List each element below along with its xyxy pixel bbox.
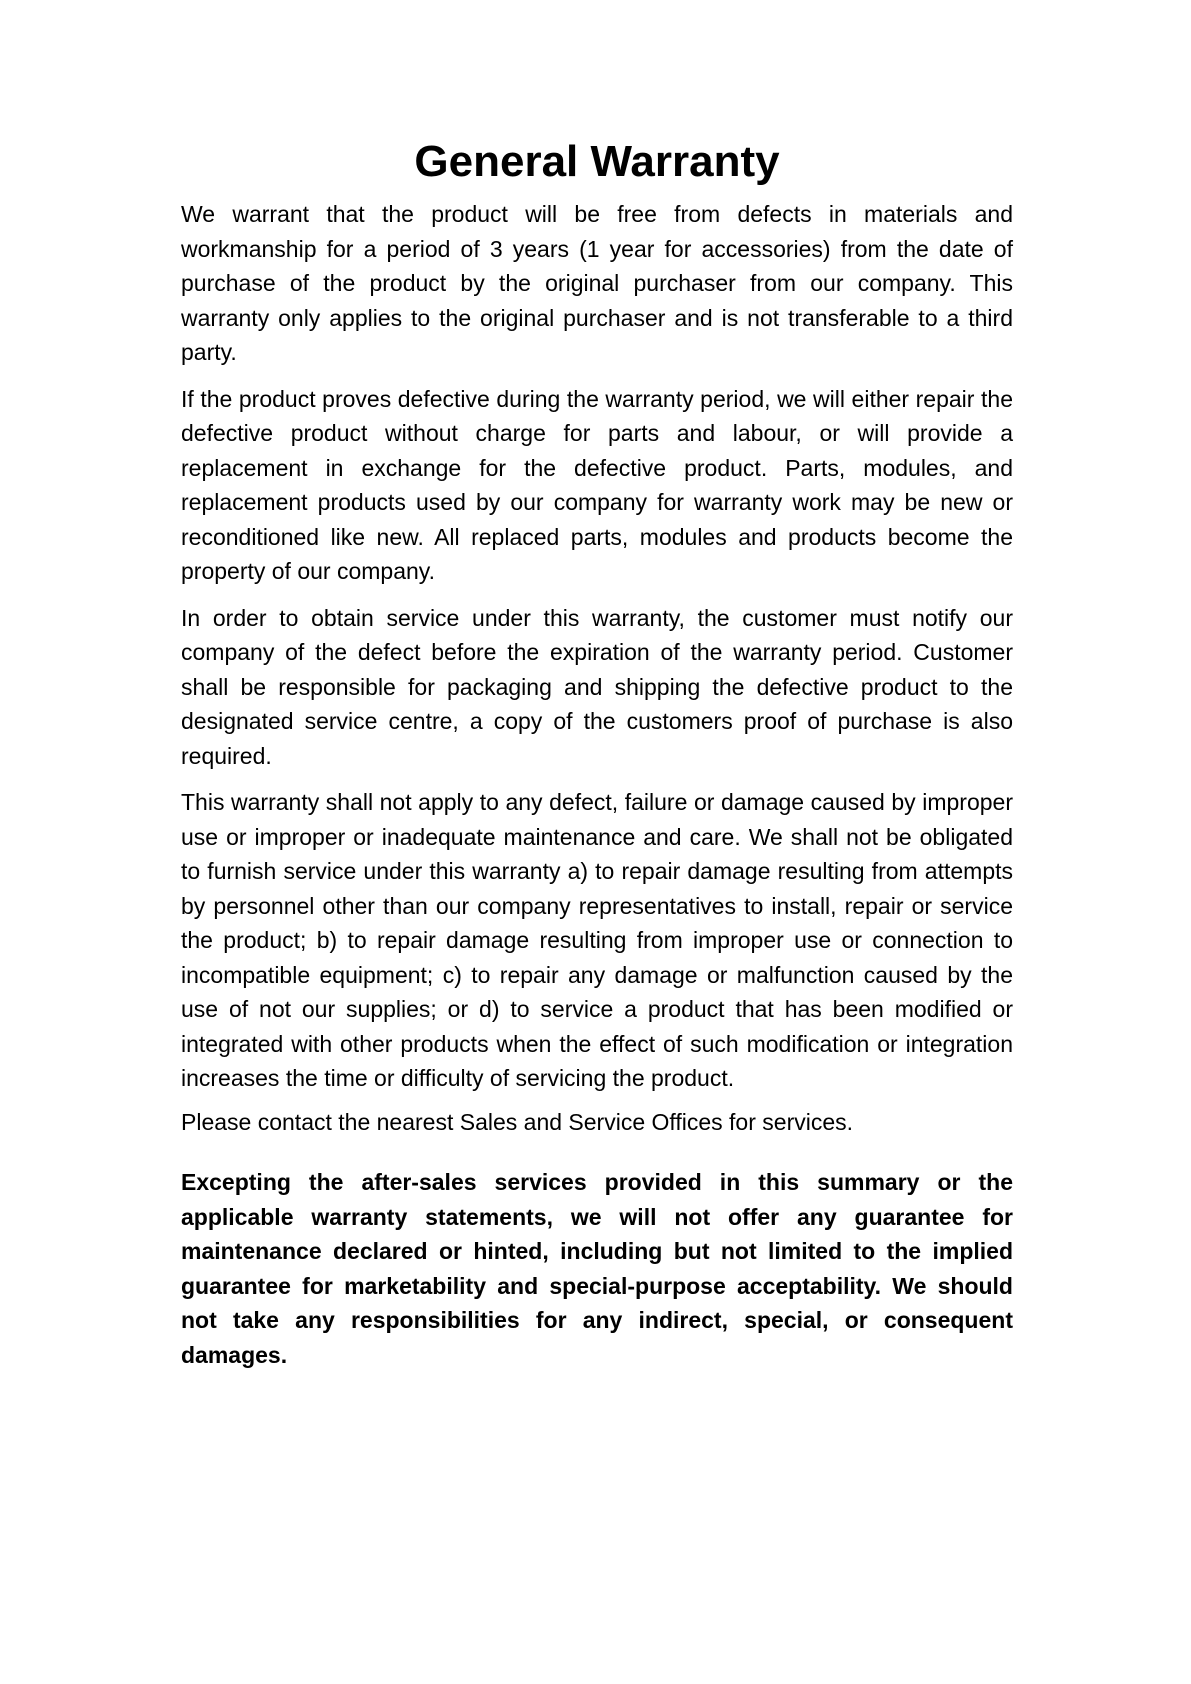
repair-replacement-paragraph: If the product proves defective during the warranty period, we will either repair the defective product without charge for parts and labour, or will provide a replacement in exchange for the defective product. Parts, modules, and replacement products used by our company for warranty work may be new or reconditioned like new. All replaced parts, modules and products become the property of our company. — [181, 385, 1013, 584]
warranty-page — [181, 133, 1013, 1384]
warranty-coverage-paragraph: We warrant that the product will be free from defects in materials and workmanship for a period of 3 years (1 year for accessories) from the date of purchase of the product by the original purchaser from our company. This warranty only applies to the original purchaser and is not transferable to a third party. — [181, 201, 1013, 365]
page-title: General Warranty — [414, 137, 780, 186]
obtain-service-paragraph: In order to obtain service under this warranty, the customer must notify our company of the defect before the expiration of the warranty period. Customer shall be responsible for packaging and shipping the defective product to the designated service centre, a copy of the customers proof of purchase is also required. — [181, 604, 1013, 769]
exclusions-paragraph: This warranty shall not apply to any defect, failure or damage caused by improper use or improper or inadequate maintenance and care. We shall not be obligated to furnish service under this warranty a) to repair damage resulting from attempts by personnel other than our company representatives to install, repair or service the product; b) to repair damage resulting from improper use or connection to incompatible equipment; c) to repair any damage or malfunction caused by the use of not our supplies; or d) to service a product that has been modified or integrated with other products when the effect of such modification or integration increases the time or difficulty of servicing the product. — [181, 789, 1013, 1091]
contact-note: Please contact the nearest Sales and Service Offices for services. — [181, 1108, 854, 1135]
disclaimer-paragraph: Excepting the after-sales services provided in this summary or the applicable warranty statements, we will not offer any guarantee for maintenance declared or hinted, including but not limited to the implied guarantee for marketability and special-purpose acceptability. We should not take any responsibilities for any indirect, special, or consequent damages. — [181, 1169, 1013, 1368]
